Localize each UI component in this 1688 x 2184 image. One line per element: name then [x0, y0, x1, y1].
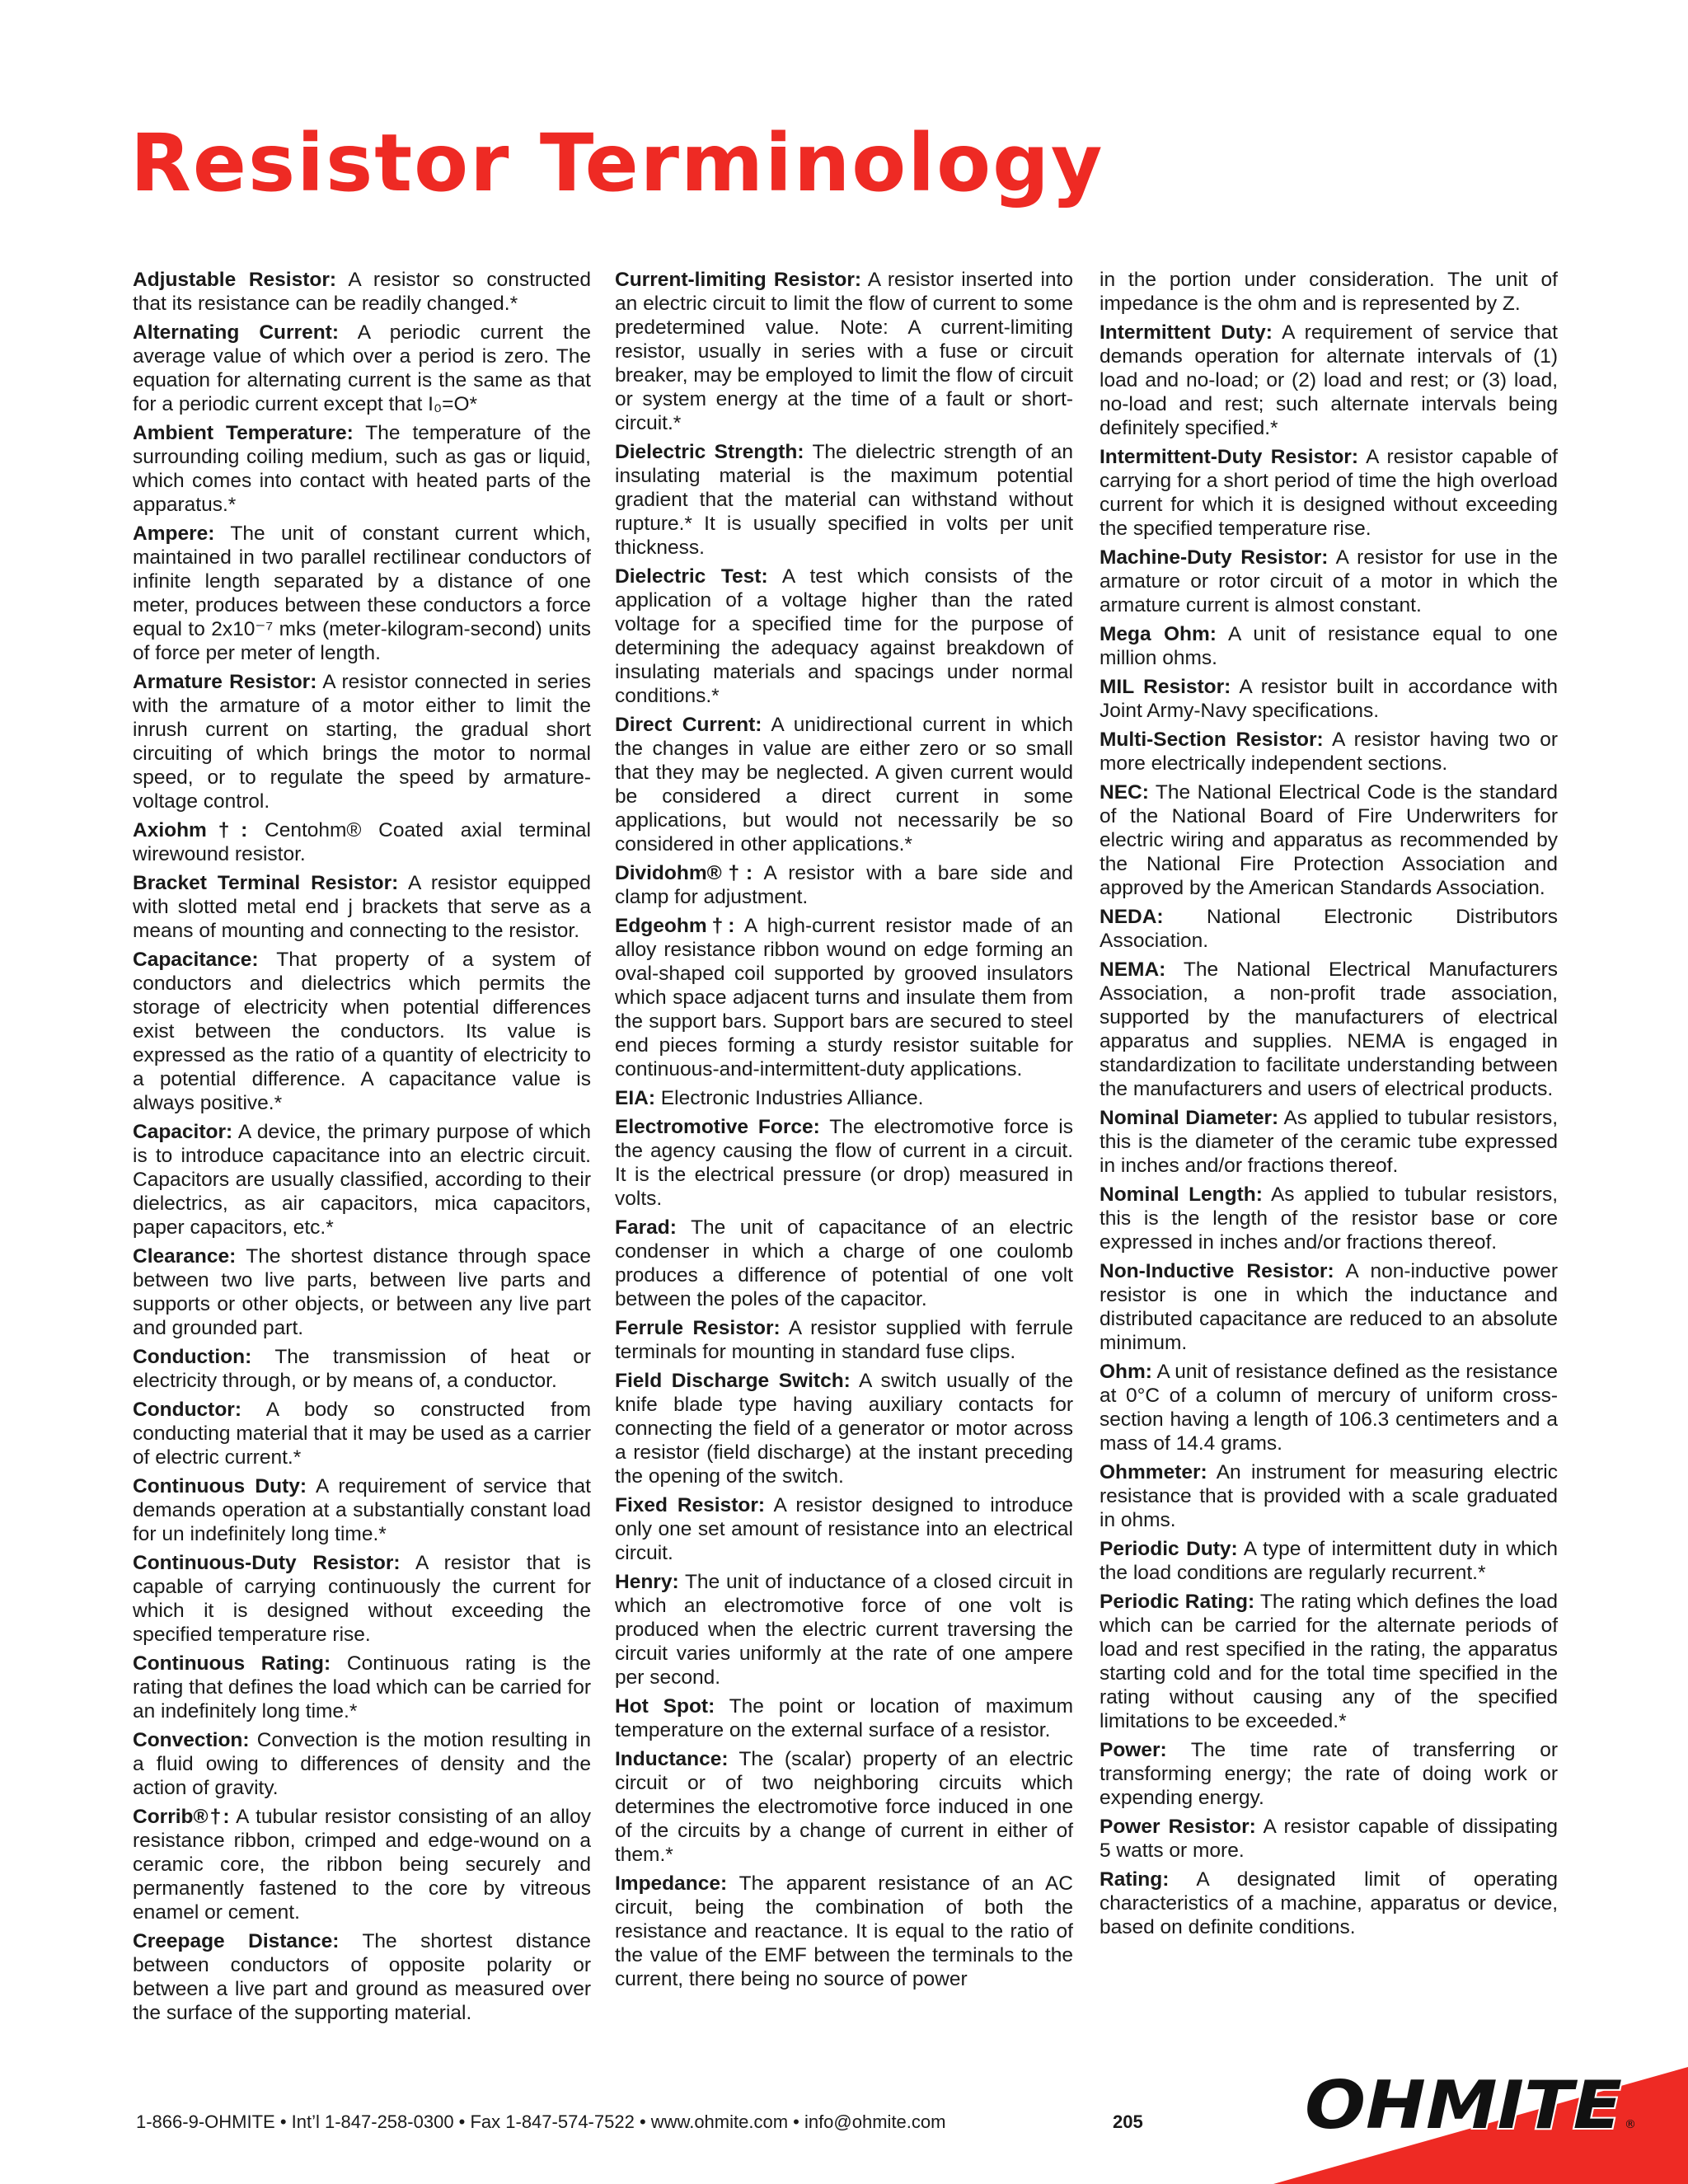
glossary-term: Power: [1100, 1739, 1167, 1761]
glossary-definition: Continuous rating is the rating that defines the load which can be carried for an indefinitely long time.* [133, 1652, 591, 1722]
glossary-definition: The shortest distance between conductors of opposite polarity or between a live part and ground as measured over the surface of the supporting material. [133, 1930, 591, 2024]
glossary-term: Periodic Rating: [1100, 1591, 1255, 1613]
glossary-entry [1100, 675, 1558, 723]
glossary-entry [133, 1728, 591, 1800]
glossary-term: Corrib®†: [133, 1806, 230, 1828]
glossary-term: Continuous Rating: [133, 1652, 331, 1675]
glossary-entry [1100, 268, 1558, 316]
glossary-term: Impedance: [615, 1872, 728, 1895]
glossary-term: Dielectric Strength: [615, 441, 804, 463]
ohmite-logo [1298, 2069, 1653, 2143]
glossary-term: Power Resistor: [1100, 1816, 1256, 1838]
glossary-entry [133, 1805, 591, 1924]
glossary-definition: A tubular resistor consisting of an alloy resistance ribbon, crimped and edge-wound on a ceramic core, the ribbon being securely and permanently fastened to the core by vitreous enamel or cement. [133, 1806, 591, 1924]
column-1 [133, 268, 591, 2030]
glossary-term: Fixed Resistor: [615, 1494, 766, 1516]
glossary-definition: The transmission of heat or electricity through, or by means of, a conductor. [133, 1346, 591, 1392]
glossary-definition: A body so constructed from conducting material that it may be used as a carrier of electric current.* [133, 1399, 591, 1469]
glossary-term: Rating: [1100, 1868, 1170, 1891]
logo-registered-mark: ® [1625, 2118, 1636, 2131]
glossary-entry [133, 321, 591, 416]
glossary-term: Bracket Terminal Resistor: [133, 872, 399, 894]
glossary-definition: A unit of resistance defined as the resistance at 0°C of a column of mercury of uniform cross-section having a length of 106.3 centimeters and a mass of 14.4 grams. [1100, 1361, 1558, 1455]
glossary-definition: A requirement of service that demands operation for alternate intervals of (1) load and no-load; or (2) load and rest; or (3) load, no-load and rest; such alternate intervals being definitely specified.* [1100, 321, 1558, 439]
glossary-definition: That property of a system of conductors and dielectrics which permits the storage of electricity when potential differences exist between the conductors. Its value is expressed as the ratio of a quantity of electricity to a potential difference. A capacitance value is always positive.* [133, 949, 591, 1114]
glossary-definition: A resistor inserted into an electric circuit to limit the flow of current to some predetermined value. Note: A current-limiting resistor, usually in series with a fuse or circuit breaker, may be employed to limit the flow of circuit or system energy at the time of a fault or short-circuit.* [615, 269, 1073, 434]
logo-text: OHMITE [1305, 2069, 1622, 2143]
glossary-definition: A resistor for use in the armature or rotor circuit of a motor in which the armature current is almost constant. [1100, 546, 1558, 616]
glossary-term: Axiohm†: [133, 819, 248, 841]
glossary-definition: A unidirectional current in which the changes in value are either zero or so small that they may be neglected. A given current would be considered a direct current in some applications, but would not necessarily be so considered in other applications.* [615, 714, 1073, 855]
glossary-entry [1100, 1738, 1558, 1810]
glossary-entry [615, 1747, 1073, 1867]
glossary-entry [133, 1244, 591, 1340]
glossary-term: Ohmmeter: [1100, 1461, 1207, 1483]
glossary-entry [615, 1115, 1073, 1211]
glossary-entry [1100, 1360, 1558, 1455]
glossary-term: Hot Spot: [615, 1695, 715, 1718]
glossary-definition: Electronic Industries Alliance. [655, 1087, 924, 1109]
glossary-definition: A resistor equipped with slotted metal end j brackets that serve as a means of mounting and connecting to the resistor. [133, 872, 592, 942]
glossary-term: Inductance: [615, 1748, 729, 1770]
glossary-definition: Convection is the motion resulting in a fluid owing to differences of density and the action of gravity. [133, 1729, 591, 1799]
column-3 [1100, 268, 1558, 1944]
glossary-definition: A test which consists of the application of a voltage higher than the rated voltage for a specified time for the purpose of determining the adequacy against breakdown of insulating materials and spacings under normal conditions.* [615, 565, 1073, 707]
glossary-entry [615, 1369, 1073, 1488]
glossary-entry [1100, 1460, 1558, 1532]
glossary-term: Farad: [615, 1216, 677, 1239]
glossary-definition: A resistor built in accordance with Joint Army-Navy specifications. [1100, 676, 1558, 722]
glossary-definition: A resistor having two or more electrically independent sections. [1100, 729, 1558, 775]
glossary-entry [133, 1652, 591, 1723]
glossary-entry [1100, 1868, 1558, 1939]
glossary-term: NEDA: [1100, 906, 1164, 928]
glossary-entry [1100, 321, 1558, 440]
glossary-definition: As applied to tubular resistors, this is the length of the resistor base or core expressed in inches and/or fractions thereof. [1100, 1183, 1558, 1254]
glossary-term: Conduction: [133, 1346, 252, 1368]
glossary-definition: A requirement of service that demands operation at a substantially constant load for un indefinitely long time.* [133, 1475, 591, 1545]
glossary-term: Capacitance: [133, 949, 259, 971]
glossary-term: Current-limiting Resistor: [615, 269, 862, 291]
glossary-entry [1100, 546, 1558, 617]
glossary-term: Capacitor: [133, 1121, 233, 1143]
page-number: 205 [1113, 2111, 1143, 2132]
glossary-definition: As applied to tubular resistors, this is the diameter of the ceramic tube expressed in inches and/or fractions thereof. [1100, 1107, 1559, 1177]
column-2 [615, 268, 1073, 1996]
glossary-entry [1100, 1590, 1558, 1733]
glossary-term: Dielectric Test: [615, 565, 768, 588]
glossary-term: Alternating Current: [133, 321, 340, 344]
glossary-term: Intermittent Duty: [1100, 321, 1273, 344]
glossary-entry [133, 1398, 591, 1469]
glossary-term: NEC: [1100, 781, 1149, 804]
glossary-term: Ferrule Resistor: [615, 1317, 781, 1339]
glossary-term: Nominal Diameter: [1100, 1107, 1279, 1129]
glossary-term: Non-Inductive Resistor: [1100, 1260, 1334, 1282]
glossary-entry [615, 713, 1073, 856]
glossary-entry [1100, 1259, 1558, 1355]
glossary-term: Dividohm®†: [615, 862, 753, 884]
glossary-definition: A resistor designed to introduce only one set amount of resistance into an electrical circuit. [615, 1494, 1073, 1564]
glossary-entry [615, 1316, 1073, 1364]
glossary-definition: A non-inductive power resistor is one in which the inductance and distributed capacitance are reduced to an absolute minimum. [1100, 1260, 1558, 1354]
glossary-definition: A designated limit of operating characteristics of a machine, apparatus or device, based on definite conditions. [1100, 1868, 1558, 1938]
glossary-entry [133, 268, 591, 316]
glossary-term: Mega Ohm: [1100, 623, 1217, 645]
glossary-definition: The dielectric strength of an insulating material is the maximum potential gradient that the material can withstand without rupture.* It is usually specified in volts per unit thickness. [615, 441, 1073, 559]
glossary-definition: A resistor so constructed that its resistance can be readily changed.* [133, 269, 591, 315]
glossary-entry [133, 522, 591, 665]
glossary-entry [1100, 958, 1558, 1101]
glossary-term: Creepage Distance: [133, 1930, 340, 1952]
footer-contact: 1-866-9-OHMITE • Int’l 1-847-258-0300 • Fax 1-847-574-7522 • www.ohmite.com • info@ohmite.com [136, 2111, 946, 2132]
glossary-entry [1100, 622, 1558, 670]
glossary-entry [133, 1929, 591, 2025]
glossary-definition: in the portion under consideration. The unit of impedance is the ohm and is represented by Z. [1100, 269, 1558, 315]
glossary-term: Adjustable Resistor: [133, 269, 337, 291]
glossary-definition: The unit of inductance of a closed circuit in which an electromotive force of one volt is produced when the electric current traversing the circuit varies uniformly at the rate of one ampere per second. [615, 1571, 1073, 1689]
glossary-term: Ambient Temperature: [133, 422, 354, 444]
glossary-entry [615, 861, 1073, 909]
glossary-term: Convection: [133, 1729, 250, 1751]
glossary-definition: The rating which defines the load which can be carried for the alternate periods of load and rest specified in the rating, the apparatus starting cold and for the total time specified in the rating without causing any of the specified limitations to be exceeded.* [1100, 1591, 1558, 1732]
glossary-term: Conductor: [133, 1399, 241, 1421]
glossary-definition: The electromotive force is the agency causing the flow of current in a circuit. It is the electrical pressure (or drop) measured in volts. [615, 1116, 1073, 1210]
glossary-entry [133, 1474, 591, 1546]
glossary-definition: The shortest distance through space between two live parts, between live parts and supports or other objects, or between any live part and grounded part. [133, 1245, 591, 1339]
glossary-term: Electromotive Force: [615, 1116, 820, 1138]
glossary-definition: The apparent resistance of an AC circuit, being the combination of both the resistance and reactance. It is equal to the ratio of the value of the EMF between the terminals to the current, there being no source of power [615, 1872, 1073, 1990]
glossary-term: Field Discharge Switch: [615, 1370, 851, 1392]
glossary-definition: A resistor connected in series with the armature of a motor either to limit the inrush current on starting, the gradual short circuiting of which brings the motor to normal speed, or to regulate the speed by armature-voltage control. [133, 671, 591, 813]
glossary-definition: The temperature of the surrounding coiling medium, such as gas or liquid, which comes into contact with heated parts of the apparatus.* [133, 422, 591, 516]
glossary-entry [133, 948, 591, 1115]
glossary-term: Machine-Duty Resistor: [1100, 546, 1329, 569]
glossary-term: Clearance: [133, 1245, 237, 1268]
glossary-entry [615, 565, 1073, 708]
glossary-definition: The (scalar) property of an electric circuit or of two neighboring circuits which determines the electromotive force induced in one of the circuits by a change of current in either of them.* [615, 1748, 1073, 1866]
glossary-term: Continuous-Duty Resistor: [133, 1552, 401, 1574]
glossary-term: Multi-Section Resistor: [1100, 729, 1324, 751]
glossary-entry [615, 914, 1073, 1081]
glossary-entry [615, 1570, 1073, 1690]
glossary-entry [1100, 905, 1558, 953]
glossary-entry [1100, 1815, 1558, 1863]
glossary-definition: Centohm® Coated axial terminal wirewound resistor. [133, 819, 591, 865]
glossary-entry [615, 1216, 1073, 1311]
glossary-entry [1100, 728, 1558, 776]
glossary-term: Edgeohm†: [615, 915, 735, 937]
glossary-entry [615, 1493, 1073, 1565]
glossary-entry [133, 670, 591, 813]
glossary-definition: A resistor with a bare side and clamp for adjustment. [615, 862, 1073, 908]
glossary-entry [615, 1086, 1073, 1110]
glossary-definition: The point or location of maximum temperature on the external surface of a resistor. [615, 1695, 1074, 1741]
glossary-definition: The time rate of transferring or transforming energy; the rate of doing work or expending energy. [1100, 1739, 1558, 1809]
glossary-term: MIL Resistor: [1100, 676, 1231, 698]
glossary-term: Periodic Duty: [1100, 1538, 1238, 1560]
glossary-entry [133, 1551, 591, 1647]
glossary-entry [615, 1872, 1073, 1991]
glossary-term: Ohm: [1100, 1361, 1152, 1383]
glossary-entry [1100, 1106, 1558, 1178]
glossary-entry [133, 1345, 591, 1393]
glossary-entry [133, 818, 591, 866]
glossary-definition: A unit of resistance equal to one million ohms. [1100, 623, 1559, 669]
glossary-definition: The unit of constant current which, maintained in two parallel rectilinear conductors of infinite length separated by a distance of one meter, produces between these conductors a force equal to 2x10⁻⁷ mks (meter-kilogram-second) units of force per meter of length. [133, 523, 591, 664]
glossary-definition: National Electronic Distributors Association. [1100, 906, 1558, 952]
glossary-entry [133, 421, 591, 517]
glossary-entry [133, 871, 591, 943]
glossary-term: Ampere: [133, 523, 215, 545]
glossary-entry [133, 1120, 591, 1240]
glossary-entry [1100, 1537, 1558, 1585]
glossary-entry [615, 1694, 1073, 1742]
glossary-entry [615, 268, 1073, 435]
glossary-definition: A high-current resistor made of an alloy resistance ribbon wound on edge forming an oval-shaped coil supported by grooved insulators which space adjacent turns and insulate them from the support bars. Support bars are secured to steel end pieces forming a sturdy resistor suitable for continuous-and-intermittent-duty applications. [615, 915, 1073, 1080]
glossary-term: Henry: [615, 1571, 679, 1593]
glossary-definition: The National Electrical Code is the standard of the National Board of Fire Underwriters for electric wiring and apparatus as recommended by the National Fire Protection Association and approved by the American Standards Association. [1100, 781, 1558, 899]
glossary-definition: A periodic current the average value of which over a period is zero. The equation for alternating current is the same as that for a periodic current except that I₀=O* [133, 321, 592, 415]
glossary-definition: A switch usually of the knife blade type having auxiliary contacts for connecting the field of a generator or motor across a resistor (field discharge) at the instant preceding the opening of the switch. [615, 1370, 1073, 1488]
glossary-term: Direct Current: [615, 714, 762, 736]
page-title: Resistor Terminology [130, 117, 1104, 209]
glossary-definition: A resistor supplied with ferrule terminals for mounting in standard fuse clips. [615, 1317, 1073, 1363]
glossary-definition: The National Electrical Manufacturers Association, a non-profit trade association, supported by the manufacturers of electrical apparatus and supplies. NEMA is engaged in standardization to facilitate understanding between the manufacturers and users of electrical products. [1100, 958, 1558, 1100]
glossary-term: Nominal Length: [1100, 1183, 1263, 1206]
glossary-term: Continuous Duty: [133, 1475, 307, 1497]
glossary-definition: A resistor capable of carrying for a short period of time the high overload current for which it is designed without exceeding the specified temperature rise. [1100, 446, 1558, 540]
glossary-entry [1100, 1183, 1558, 1254]
glossary-definition: A device, the primary purpose of which is to introduce capacitance into an electric circuit. Capacitors are usually classified, according to their dielectrics, as air capacitors, mica capacitors, paper capacitors, etc.* [133, 1121, 591, 1239]
glossary-definition: A resistor that is capable of carrying continuously the current for which it is designed without exceeding the specified temperature rise. [133, 1552, 591, 1646]
glossary-term: Armature Resistor: [133, 671, 317, 693]
glossary-entry [1100, 780, 1558, 900]
glossary-definition: A resistor capable of dissipating 5 watts or more. [1100, 1816, 1559, 1862]
glossary-term: EIA: [615, 1087, 655, 1109]
glossary-definition: The unit of capacitance of an electric condenser in which a charge of one coulomb produces a difference of potential of one volt between the poles of the capacitor. [615, 1216, 1073, 1310]
glossary-term: Intermittent-Duty Resistor: [1100, 446, 1358, 468]
glossary-entry [1100, 445, 1558, 541]
glossary-definition: A type of intermittent duty in which the load conditions are regularly recurrent.* [1100, 1538, 1558, 1584]
glossary-entry [615, 440, 1073, 560]
glossary-definition: An instrument for measuring electric resistance that is provided with a scale graduated in ohms. [1100, 1461, 1558, 1531]
glossary-term: NEMA: [1100, 958, 1166, 981]
